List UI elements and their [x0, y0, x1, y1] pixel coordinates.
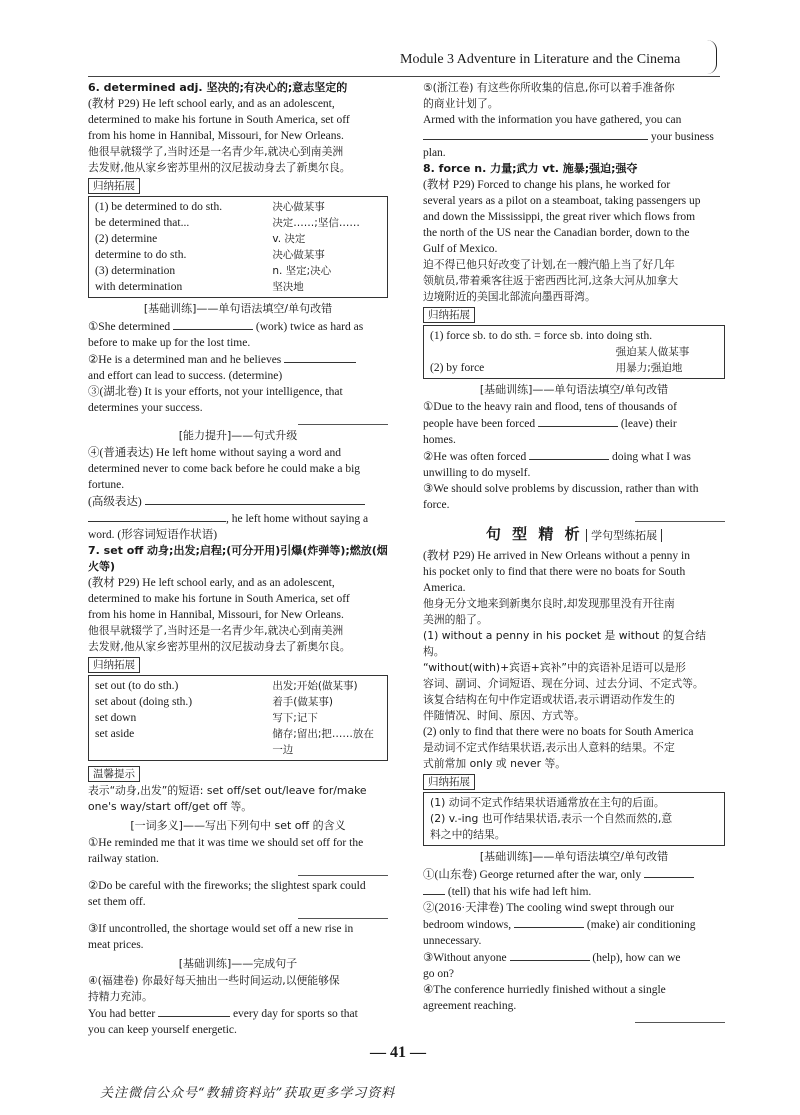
answer-line[interactable]	[298, 910, 388, 919]
entry-6-translation: 他很早就辍学了,当时还是一名青少年,就决心到南美洲	[88, 145, 344, 158]
exercise-line: ①He reminded me that it was time we should set off for the	[88, 837, 364, 849]
header-rule	[88, 76, 720, 77]
pattern-explanation: (1) without a penny in his pocket 是 without 的复合结构。	[423, 629, 706, 658]
basic-training-heading: [基础训练]——单句语法填空/单句改错	[479, 850, 669, 863]
exercise-line: 持精力充沛。	[88, 990, 153, 1003]
exercise-line: ②(2016·天津卷) The cooling wind swept through our	[423, 902, 675, 914]
section-title: 句 型 精 析	[485, 525, 583, 543]
exercise-line: ④(普通表达) He left home without saying a word and	[88, 447, 341, 459]
exercise-line: and effort can lead to success. (determine)	[88, 370, 283, 382]
answer-line[interactable]	[635, 1014, 725, 1023]
basic-training-heading: [基础训练]——单句语法填空/单句改错	[479, 383, 669, 396]
ability-heading: [能力提升]——句式升级	[178, 429, 298, 442]
answer-blank[interactable]	[173, 318, 253, 330]
entry-6-example: determined to make his fortune in South America, set off	[88, 114, 350, 126]
answer-line[interactable]	[298, 416, 388, 425]
entry-7-example: (教材 P29) He left school early, and as an adolescent,	[88, 577, 335, 589]
pattern-translation: 他身无分文地来到新奥尔良时,却发现那里没有开往南	[423, 597, 675, 610]
exercise-line: fortune.	[88, 479, 125, 491]
pattern-explanation: 容词、副词、介词短语、现在分词、过去分词、不定式等。	[423, 677, 704, 690]
table-row: (2) determine v. 决定	[95, 233, 306, 245]
pattern-example: his pocket only to find that there were no boats for South	[423, 566, 686, 578]
summary-line: (2) v.-ing 也可作结果状语,表示一个自然而然的,意	[430, 812, 673, 825]
exercise-line: unwilling to do myself.	[423, 467, 531, 479]
pattern-summary-box	[423, 792, 725, 846]
exercise-line: ①(山东卷) George returned after the war, only	[423, 866, 725, 883]
exercise-line: force.	[423, 499, 450, 511]
exercise-line: Armed with the information you have gathered, you can	[423, 114, 682, 126]
table-row: set down 写下;记下	[95, 712, 318, 724]
exercise-line: You had better every day for sports so that	[88, 1005, 388, 1022]
page-number: — 41 —	[370, 1044, 426, 1061]
exercise-line: ①Due to the heavy rain and flood, tens of thousands of	[423, 401, 677, 413]
entry-8-example: Gulf of Mexico.	[423, 243, 498, 255]
exercise-line: you can keep yourself energetic.	[88, 1024, 237, 1036]
table-row: determine to do sth. 决心做某事	[95, 249, 325, 261]
left-column	[88, 80, 388, 1038]
exercise-line: , he left home without saying a	[88, 510, 388, 527]
exercise-line: set them off.	[88, 896, 146, 908]
entry-7-example: determined to make his fortune in South America, set off	[88, 593, 350, 605]
answer-blank[interactable]	[145, 493, 365, 505]
section-title-bar	[423, 526, 725, 544]
exercise-line: before to make up for the lost time.	[88, 337, 251, 349]
exercise-line: ③(湖北卷) It is your efforts, not your intelligence, that	[88, 386, 343, 398]
entry-8-translation: 领航员,带着乘客往返于密西西比河,这条大河从加拿大	[423, 274, 679, 287]
exercise-line: go on?	[423, 968, 454, 980]
exercise-line: ④(福建卷) 你最好每天抽出一些时间运动,以便能够保	[88, 974, 340, 987]
answer-blank[interactable]	[514, 916, 584, 928]
table-row: (2) by force 用暴力;强迫地	[430, 362, 683, 374]
table-row: set about (doing sth.) 着手(做某事)	[95, 696, 334, 708]
entry-8-translation: 边境附近的美国北部流向墨西哥湾。	[423, 290, 596, 303]
summary-tag: 归纳拓展	[88, 657, 140, 673]
section-subtitle: 学句型练拓展	[586, 529, 662, 542]
answer-blank[interactable]	[644, 866, 694, 878]
answer-blank[interactable]	[423, 883, 445, 895]
entry-6-translation: 去发财,他从家乡密苏里州的汉尼拔动身去了新奥尔良。	[88, 161, 351, 174]
table-row: be determined that... 决定……;坚信……	[95, 217, 360, 229]
entry-8-example: (教材 P29) Forced to change his plans, he worked for	[423, 179, 671, 191]
basic-training-heading: [基础训练]——单句语法填空/单句改错	[143, 302, 333, 315]
exercise-line: homes.	[423, 434, 456, 446]
entry-7-translation: 他很早就辍学了,当时还是一名青少年,就决心到南美洲	[88, 624, 344, 637]
exercise-line: ②Do be careful with the fireworks; the slightest spark could	[88, 880, 366, 892]
pattern-explanation: “without(with)+宾语+宾补”中的宾语补足语可以是形	[423, 661, 686, 674]
table-row: 强迫某人做某事	[615, 346, 690, 358]
exercise-line: (高级表达)	[88, 493, 388, 510]
summary-line: 料之中的结果。	[430, 828, 506, 841]
entry-8-summary-box	[423, 325, 725, 379]
entry-7-heading: 7. set off 动身;出发;启程;(可分开用)引爆(炸弹等);燃放(烟火等)	[88, 544, 388, 573]
exercise-line: ②He was often forced doing what I was	[423, 448, 725, 465]
exercise-line: plan.	[423, 147, 446, 159]
tip-text: one's way/start off/get off 等。	[88, 800, 253, 813]
exercise-line: agreement reaching.	[423, 1000, 517, 1012]
answer-blank[interactable]	[88, 510, 226, 522]
summary-tag: 归纳拓展	[423, 774, 475, 790]
answer-blank[interactable]	[158, 1005, 230, 1017]
exercise-line: bedroom windows, (make) air conditioning	[423, 916, 725, 933]
entry-6-heading: 6. determined adj. 坚决的;有决心的;意志坚定的	[88, 81, 348, 94]
exercise-line: determines your success.	[88, 402, 203, 414]
pattern-explanation: 伴随情况、时间、原因、方式等。	[423, 709, 585, 722]
answer-blank[interactable]	[529, 448, 609, 460]
exercise-line: word. (形容词短语作状语)	[88, 529, 218, 541]
entry-6-example: (教材 P29) He left school early, and as an adolescent,	[88, 98, 335, 110]
exercise-line: 的商业计划了。	[423, 97, 499, 110]
summary-tag: 归纳拓展	[423, 307, 475, 323]
answer-blank[interactable]	[510, 949, 590, 961]
exercise-line: unnecessary.	[423, 935, 482, 947]
pattern-translation: 美洲的船了。	[423, 613, 488, 626]
running-header: Module 3 Adventure in Literature and the Cinema	[400, 52, 681, 67]
exercise-line: determined never to come back before he could make a big	[88, 463, 361, 475]
exercise-line: meat prices.	[88, 939, 144, 951]
answer-line[interactable]	[298, 867, 388, 876]
pattern-explanation: 是动词不定式作结果状语,表示出人意料的结果。不定	[423, 741, 675, 754]
header-bracket-decoration	[706, 40, 717, 74]
exercise-line: ①She determined (work) twice as hard as	[88, 318, 388, 335]
answer-blank[interactable]	[538, 415, 618, 427]
pattern-explanation: (2) only to find that there were no boats for South America	[423, 726, 694, 738]
entry-8-example: and down the Mississippi, the great river which flows from	[423, 211, 696, 223]
exercise-line: ⑤(浙江卷) 有这些你所收集的信息,你可以着手准备你	[423, 81, 675, 94]
entry-6-example: from his home in Hannibal, Missouri, for New Orleans.	[88, 130, 344, 142]
answer-line[interactable]	[635, 513, 725, 522]
tip-text: 表示“动身,出发”的短语: set off/set out/leave for/make	[88, 784, 367, 797]
pattern-explanation: 该复合结构在句中作定语或状语,表示谓语动作发生的	[423, 693, 675, 706]
exercise-line: (tell) that his wife had left him.	[423, 883, 725, 900]
tip-tag: 温馨提示	[88, 766, 140, 782]
entry-8-translation: 迫不得已他只好改变了计划,在一艘汽船上当了好几年	[423, 258, 675, 271]
pattern-explanation: 式前常加 only 或 never 等。	[423, 757, 567, 770]
multi-meaning-heading: [一词多义]——写出下列句中 set off 的含义	[130, 819, 346, 832]
exercise-line: ③If uncontrolled, the shortage would set off a new rise in	[88, 923, 354, 935]
basic-training-heading: [基础训练]——完成句子	[178, 957, 298, 970]
table-row: (3) determination n. 坚定;决心	[95, 265, 332, 277]
summary-tag: 归纳拓展	[88, 178, 140, 194]
pattern-example: America.	[423, 582, 466, 594]
pattern-example: (教材 P29) He arrived in New Orleans without a penny in	[423, 550, 690, 562]
exercise-line: ④The conference hurriedly finished without a single	[423, 984, 666, 996]
entry-8-example: several years as a pilot on a steamboat, taking passengers up	[423, 195, 701, 207]
table-row: (1) be determined to do sth. 决心做某事	[95, 201, 325, 213]
exercise-line: ③We should solve problems by discussion, rather than with	[423, 483, 699, 495]
table-row: with determination 坚决地	[95, 281, 304, 293]
exercise-line: ③Without anyone (help), how can we	[423, 949, 725, 966]
entry-7-summary-box	[88, 675, 388, 761]
exercise-line: ②He is a determined man and he believes	[88, 351, 388, 368]
entry-8-example: the north of the US near the Canadian border, down to the	[423, 227, 690, 239]
entry-8-heading: 8. force n. 力量;武力 vt. 施暴;强迫;强夺	[423, 162, 638, 175]
entry-6-summary-box	[88, 196, 388, 298]
answer-blank[interactable]	[423, 128, 648, 140]
table-row: set out (to do sth.) 出发;开始(做某事)	[95, 680, 358, 692]
table-row: (1) force sb. to do sth. = force sb. into doing sth.	[430, 330, 653, 342]
entry-7-translation: 去发财,他从家乡密苏里州的汉尼拔动身去了新奥尔良。	[88, 640, 351, 653]
exercise-line: your business	[423, 128, 725, 145]
right-column	[423, 80, 725, 1025]
footer-note: 关注微信公众号“教辅资料站”获取更多学习资料	[100, 1086, 396, 1101]
answer-blank[interactable]	[284, 351, 356, 363]
table-row: set aside 储存;留出;把……放在一边	[95, 728, 374, 756]
entry-7-example: from his home in Hannibal, Missouri, for New Orleans.	[88, 609, 344, 621]
exercise-line: people have been forced (leave) their	[423, 415, 725, 432]
summary-line: (1) 动词不定式作结果状语通常放在主句的后面。	[430, 796, 665, 809]
exercise-line: railway station.	[88, 853, 159, 865]
